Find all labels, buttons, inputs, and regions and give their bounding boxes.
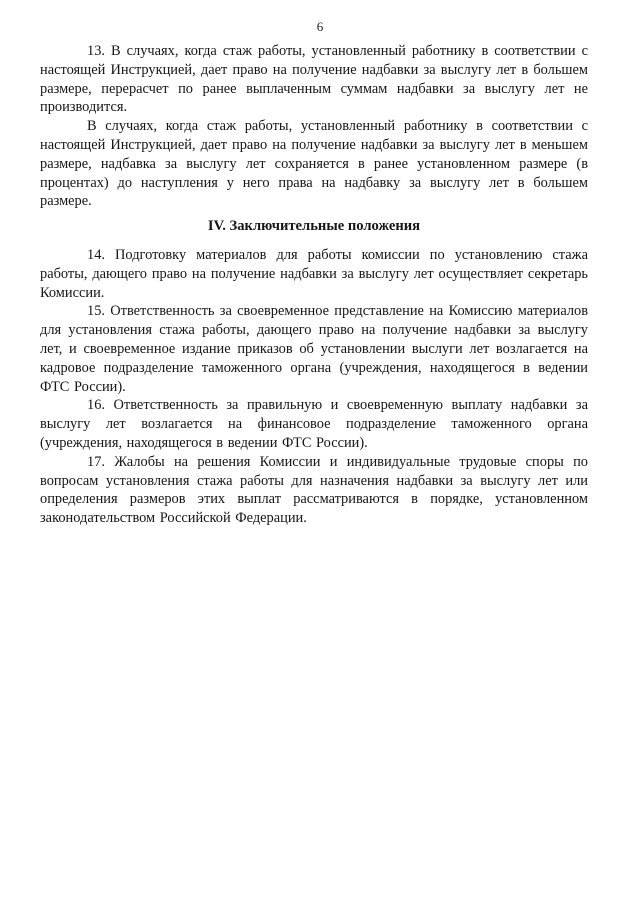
paragraph-16: 16. Ответственность за правильную и своевременную выплату надбавки за выслугу лет возлагается на финансовое подразделение таможенного органа (учреждения, находящегося в ведении ФТС России).	[40, 397, 588, 451]
section-heading: IV. Заключительные положения	[207, 218, 421, 235]
paragraph-13-continuation: В случаях, когда стаж работы, установленный работнику в соответствии с настоящей Инструкцией, дает право на получение надбавки за выслугу лет в меньшем размере, надбавка за выслугу лет сохраняется в ранее установленном размере (в процентах) до наступления у него права на надбавку за выслугу лет в большем размере.	[40, 118, 588, 210]
page-number: 6	[316, 19, 324, 34]
paragraph-17: 17. Жалобы на решения Комиссии и индивидуальные трудовые споры по вопросам установления стажа работы для назначения надбавки за выслугу лет или определения размеров этих выплат рассматриваются в порядке, установленном законодательством Российской Федерации.	[40, 453, 588, 527]
paragraph-13: 13. В случаях, когда стаж работы, установленный работнику в соответствии с настоящей Инструкцией, дает право на получение надбавки за выслугу лет в большем размере, перерасчет по ранее выплаченным суммам надбавки за выслугу лет не производится.	[40, 43, 588, 116]
paragraph-15: 15. Ответственность за своевременное представление на Комиссию материалов для установления стажа работы, дающего право на получение надбавки за выслугу лет, и своевременное издание приказов об установлении выслуги лет возлагается на кадровое подразделение таможенного органа (учреждения, находящегося в ведении ФТС России).	[40, 303, 588, 395]
paragraph-14: 14. Подготовку материалов для работы комиссии по установлению стажа работы, дающего право на получение надбавки за выслугу лет осуществляет секретарь Комиссии.	[40, 246, 588, 301]
document-body	[40, 42, 588, 528]
